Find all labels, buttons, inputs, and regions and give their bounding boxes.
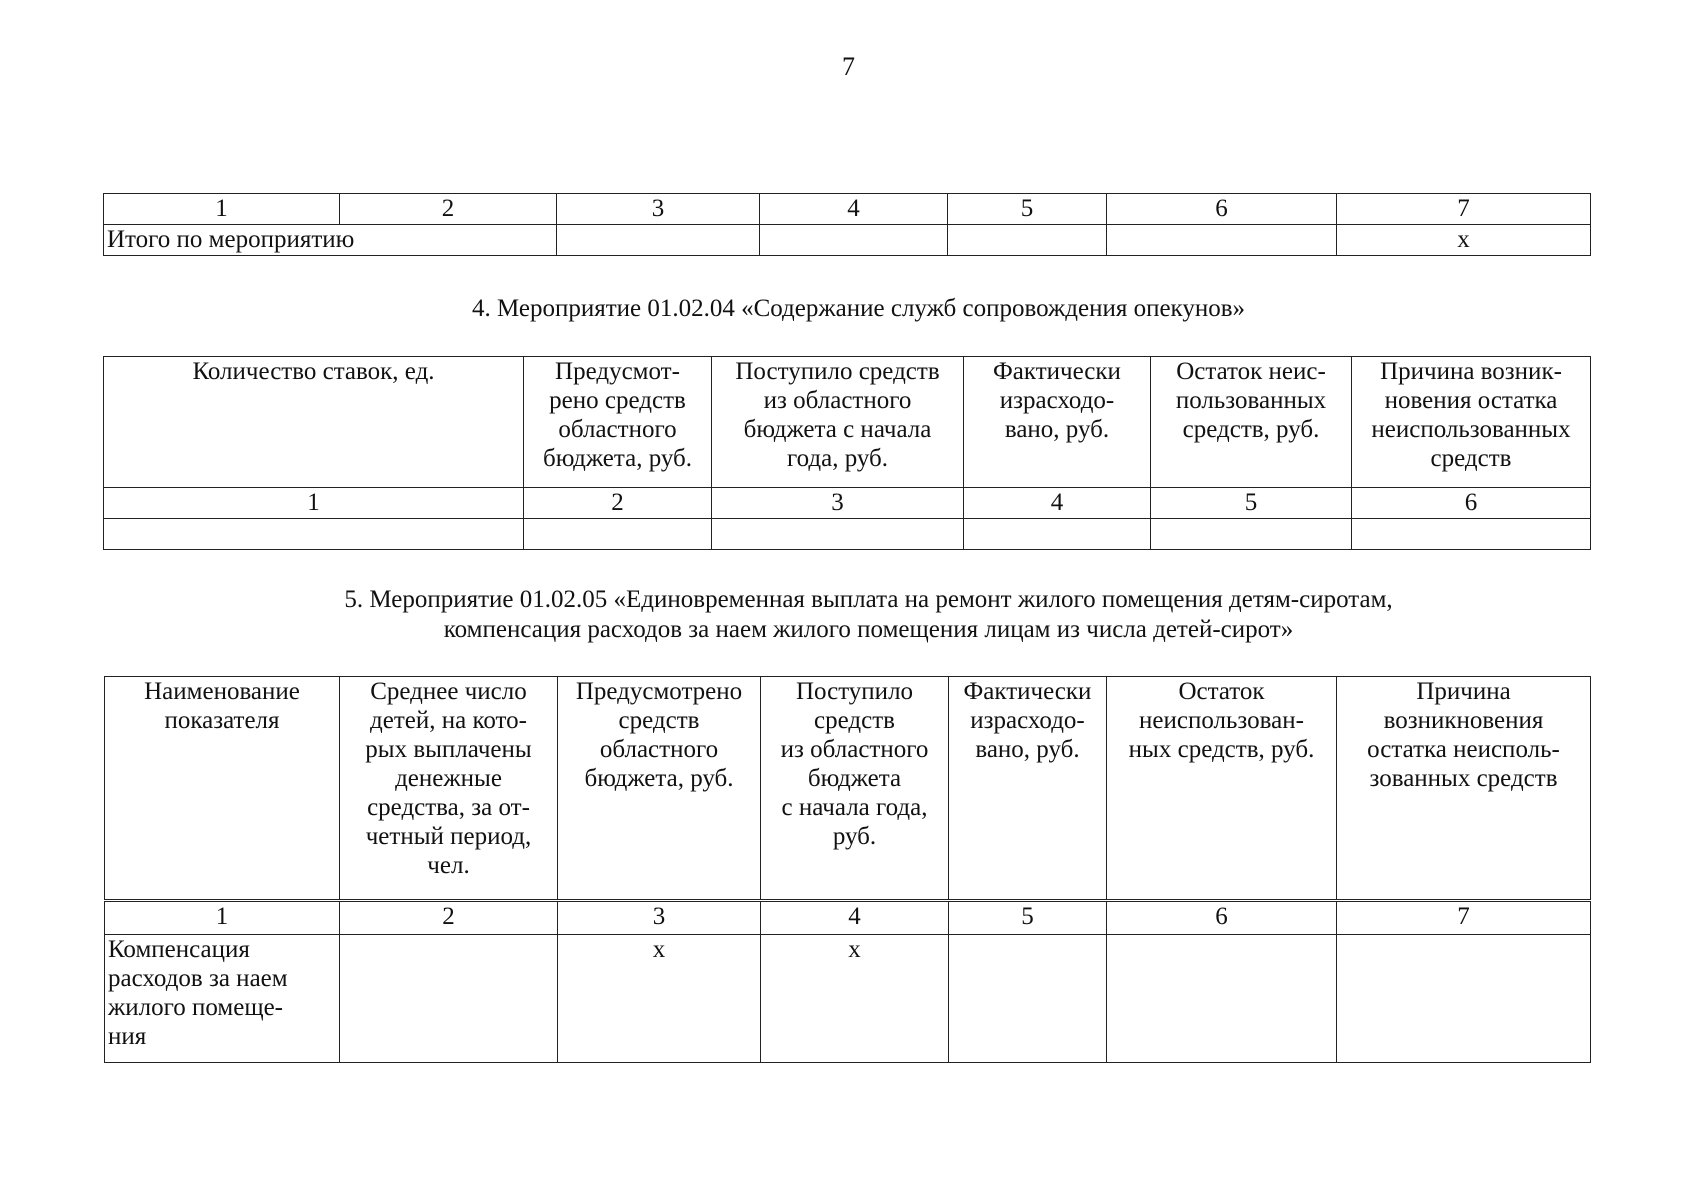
section-5-title-line-1: 5. Мероприятие 01.02.05 «Единовременная выплата на ремонт жилого помещения детям-сиротам, bbox=[344, 586, 1393, 613]
column-number: 6 bbox=[1107, 901, 1337, 935]
empty-cell bbox=[1151, 519, 1352, 550]
compensation-row bbox=[105, 935, 1591, 1063]
header-cell: Остаток неис- пользованных средств, руб. bbox=[1151, 357, 1352, 488]
column-number: 3 bbox=[712, 488, 964, 519]
column-number: 3 bbox=[557, 194, 760, 225]
header-cell: Количество ставок, ед. bbox=[104, 357, 524, 488]
header-cell: Фактически израсходо- вано, руб. bbox=[964, 357, 1151, 488]
continuation-table bbox=[103, 193, 1591, 256]
empty-cell bbox=[712, 519, 964, 550]
column-number: 4 bbox=[760, 194, 948, 225]
column-number: 1 bbox=[104, 488, 524, 519]
header-cell: Наименование показателя bbox=[105, 677, 340, 901]
empty-cell bbox=[964, 519, 1151, 550]
empty-row bbox=[104, 519, 1591, 550]
total-cell bbox=[1107, 225, 1337, 256]
header-cell: Поступило средств из областного бюджета с начала года, руб. bbox=[712, 357, 964, 488]
page-number: 7 bbox=[842, 52, 855, 81]
row-cell: x bbox=[761, 935, 949, 1063]
row-cell bbox=[340, 935, 558, 1063]
section-5-title bbox=[0, 585, 1697, 645]
column-number: 5 bbox=[1151, 488, 1352, 519]
row-cell bbox=[949, 935, 1107, 1063]
total-cell bbox=[760, 225, 948, 256]
row-label: Компенсация расходов за наем жилого помеще- ния bbox=[105, 935, 340, 1063]
empty-cell bbox=[1352, 519, 1591, 550]
section-5-table bbox=[104, 676, 1591, 1063]
row-cell: x bbox=[558, 935, 761, 1063]
section-4-table bbox=[103, 356, 1591, 550]
column-number: 6 bbox=[1107, 194, 1337, 225]
column-number: 2 bbox=[524, 488, 712, 519]
row-cell bbox=[1107, 935, 1337, 1063]
header-row bbox=[105, 677, 1591, 901]
column-number: 3 bbox=[558, 901, 761, 935]
header-cell: Предусмотрено средств областного бюджета, руб. bbox=[558, 677, 761, 901]
column-number: 1 bbox=[105, 901, 340, 935]
total-label: Итого по мероприятию bbox=[104, 225, 557, 256]
section-5-title-line-2: компенсация расходов за наем жилого помещения лицам из числа детей-сирот» bbox=[443, 616, 1294, 643]
total-cell bbox=[948, 225, 1107, 256]
total-row bbox=[104, 225, 1591, 256]
column-number: 4 bbox=[761, 901, 949, 935]
column-number: 1 bbox=[104, 194, 340, 225]
header-cell: Фактически израсходо- вано, руб. bbox=[949, 677, 1107, 901]
column-number: 6 bbox=[1352, 488, 1591, 519]
row-cell bbox=[1337, 935, 1591, 1063]
column-number: 2 bbox=[340, 194, 557, 225]
total-cell bbox=[557, 225, 760, 256]
header-cell: Остаток неиспользован- ных средств, руб. bbox=[1107, 677, 1337, 901]
header-cell: Поступило средств из областного бюджета с начала года, руб. bbox=[761, 677, 949, 901]
column-numbers-row bbox=[104, 194, 1591, 225]
total-cell: x bbox=[1337, 225, 1591, 256]
column-number: 4 bbox=[964, 488, 1151, 519]
column-number: 5 bbox=[949, 901, 1107, 935]
empty-cell bbox=[104, 519, 524, 550]
column-number: 2 bbox=[340, 901, 558, 935]
column-numbers-row bbox=[105, 901, 1591, 935]
header-cell: Предусмот- рено средств областного бюджета, руб. bbox=[524, 357, 712, 488]
empty-cell bbox=[524, 519, 712, 550]
header-row bbox=[104, 357, 1591, 488]
column-number: 5 bbox=[948, 194, 1107, 225]
header-cell: Среднее число детей, на кото- рых выплачены денежные средства, за от- четный период, чел. bbox=[340, 677, 558, 901]
header-cell: Причина возникновения остатка неисполь- зованных средств bbox=[1337, 677, 1591, 901]
column-numbers-row bbox=[104, 488, 1591, 519]
column-number: 7 bbox=[1337, 194, 1591, 225]
column-number: 7 bbox=[1337, 901, 1591, 935]
header-cell: Причина возник- новения остатка неиспользованных средств bbox=[1352, 357, 1591, 488]
section-4-title: 4. Мероприятие 01.02.04 «Содержание служб сопровождения опекунов» bbox=[471, 295, 1246, 322]
